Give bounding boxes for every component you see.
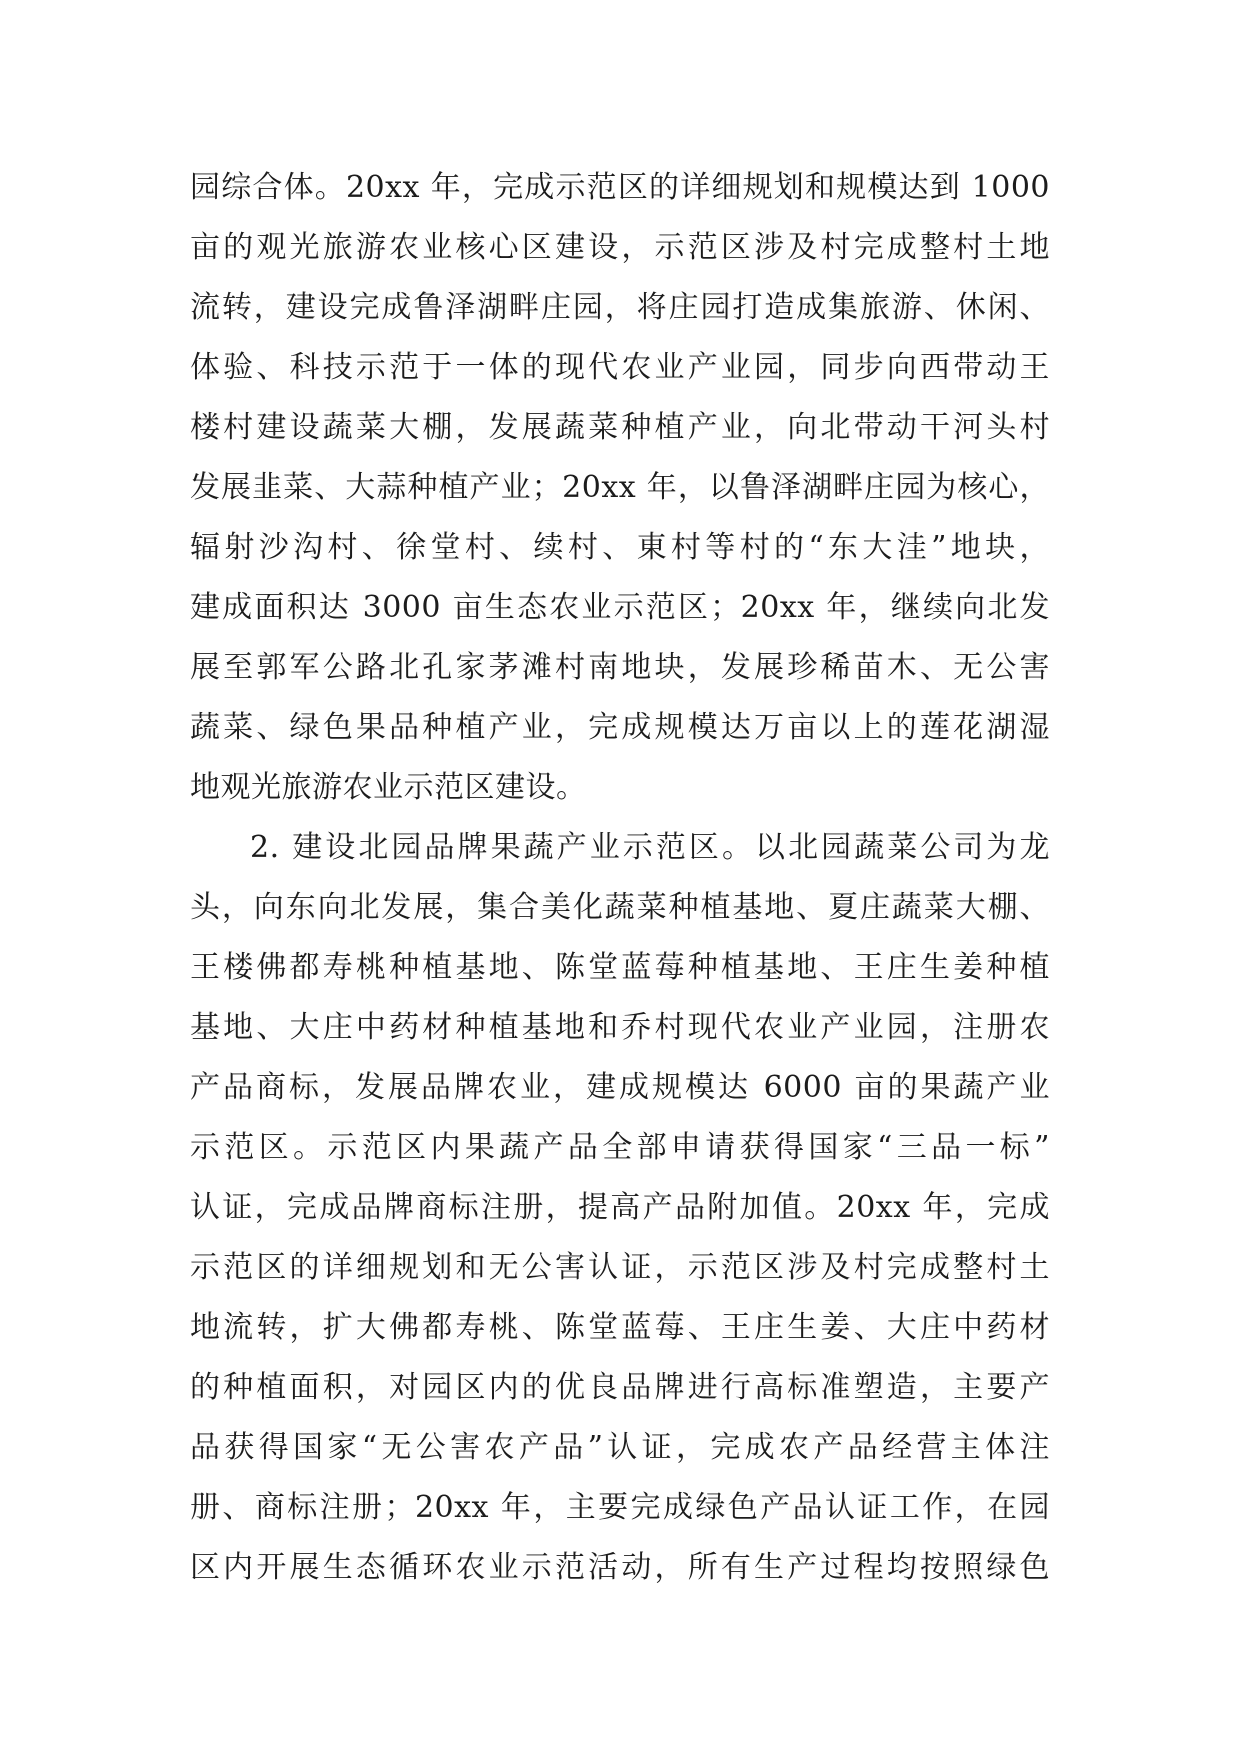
text-line: 产品商标，发展品牌农业，建成规模达 6000 亩的果蔬产业 [190,1070,1050,1105]
text-line: 园综合体。20xx 年，完成示范区的详细规划和规模达到 1000 [190,170,1050,205]
text-line: 辐射沙沟村、徐堂村、续村、東村等村的“东大洼”地块， [190,530,1050,565]
text-line: 楼村建设蔬菜大棚，发展蔬菜种植产业，向北带动干河头村 [190,410,1050,445]
text-line: 区内开展生态循环农业示范活动，所有生产过程均按照绿色 [190,1550,1050,1585]
text-line-section-heading: 2. 建设北园品牌果蔬产业示范区。以北园蔬菜公司为龙 [250,830,1050,865]
text-line: 品获得国家“无公害农产品”认证，完成农产品经营主体注 [190,1430,1050,1465]
text-line: 示范区的详细规划和无公害认证，示范区涉及村完成整村土 [190,1250,1050,1285]
text-line: 基地、大庄中药材种植基地和乔村现代农业产业园，注册农 [190,1010,1050,1045]
text-line: 蔬菜、绿色果品种植产业，完成规模达万亩以上的莲花湖湿 [190,710,1050,745]
text-line: 地观光旅游农业示范区建设。 [190,770,587,805]
text-line: 王楼佛都寿桃种植基地、陈堂蓝莓种植基地、王庄生姜种植 [190,950,1050,985]
text-line: 示范区。示范区内果蔬产品全部申请获得国家“三品一标” [190,1130,1050,1165]
text-line: 地流转，扩大佛都寿桃、陈堂蓝莓、王庄生姜、大庄中药材 [190,1310,1050,1345]
text-line: 体验、科技示范于一体的现代农业产业园，同步向西带动王 [190,350,1050,385]
body-text [190,158,1050,1598]
text-line: 亩的观光旅游农业核心区建设，示范区涉及村完成整村土地 [190,230,1050,265]
text-line: 头，向东向北发展，集合美化蔬菜种植基地、夏庄蔬菜大棚、 [190,890,1050,925]
text-line: 展至郭军公路北孔家茅滩村南地块，发展珍稀苗木、无公害 [190,650,1050,685]
text-line: 册、商标注册；20xx 年，主要完成绿色产品认证工作，在园 [190,1490,1050,1525]
text-line: 的种植面积，对园区内的优良品牌进行高标准塑造，主要产 [190,1370,1050,1405]
text-line: 认证，完成品牌商标注册，提高产品附加值。20xx 年，完成 [190,1190,1050,1225]
text-line: 流转，建设完成鲁泽湖畔庄园，将庄园打造成集旅游、休闲、 [190,290,1050,325]
text-line: 建成面积达 3000 亩生态农业示范区；20xx 年，继续向北发 [190,590,1050,625]
text-line: 发展韭菜、大蒜种植产业；20xx 年，以鲁泽湖畔庄园为核心， [190,470,1050,505]
